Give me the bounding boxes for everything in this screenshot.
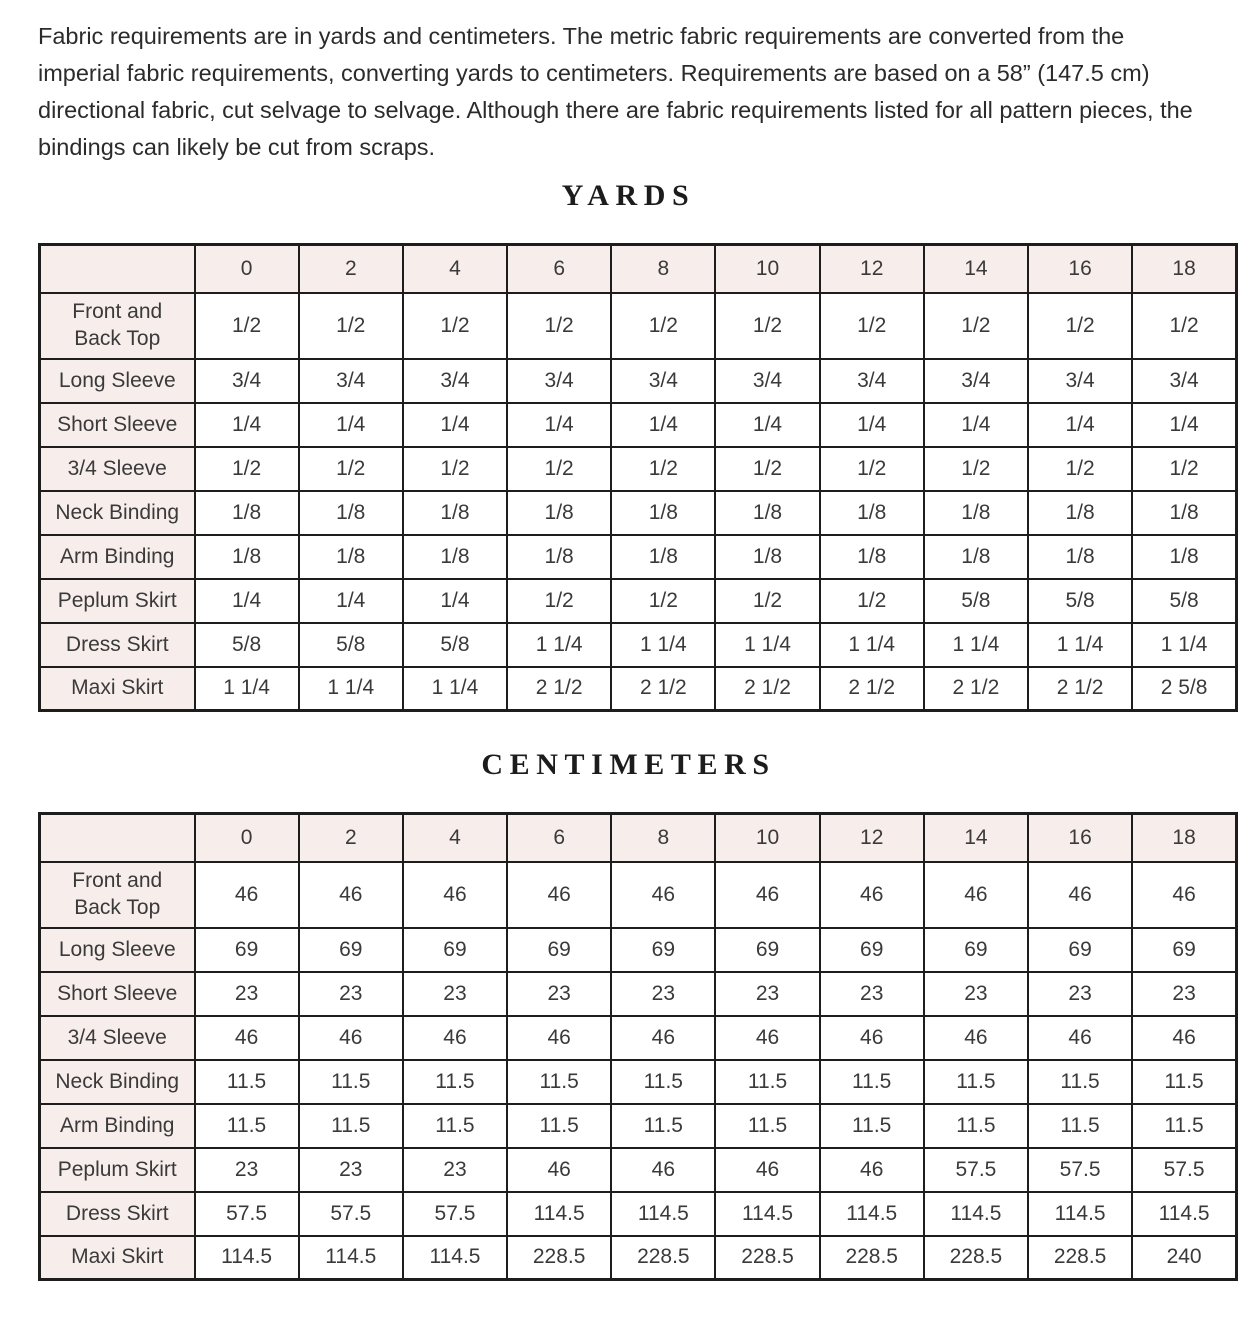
value-cell: 11.5 bbox=[1132, 1060, 1236, 1104]
value-cell: 1/8 bbox=[715, 535, 819, 579]
value-cell: 1/2 bbox=[195, 447, 299, 491]
value-cell: 46 bbox=[507, 1148, 611, 1192]
value-cell: 1/2 bbox=[715, 579, 819, 623]
size-column-header: 12 bbox=[820, 245, 924, 293]
value-cell: 1/2 bbox=[1028, 447, 1132, 491]
size-column-header: 12 bbox=[820, 814, 924, 862]
value-cell: 46 bbox=[1028, 862, 1132, 928]
row-label: Short Sleeve bbox=[40, 972, 195, 1016]
value-cell: 11.5 bbox=[611, 1060, 715, 1104]
value-cell: 1/4 bbox=[1132, 403, 1236, 447]
value-cell: 2 1/2 bbox=[820, 667, 924, 711]
value-cell: 11.5 bbox=[924, 1060, 1028, 1104]
value-cell: 46 bbox=[611, 1148, 715, 1192]
size-column-header: 0 bbox=[195, 245, 299, 293]
value-cell: 1/8 bbox=[403, 491, 507, 535]
value-cell: 3/4 bbox=[403, 359, 507, 403]
value-cell: 69 bbox=[611, 928, 715, 972]
value-cell: 114.5 bbox=[820, 1192, 924, 1236]
size-column-header: 18 bbox=[1132, 245, 1236, 293]
value-cell: 1/4 bbox=[403, 403, 507, 447]
size-column-header: 2 bbox=[299, 245, 403, 293]
value-cell: 1/2 bbox=[299, 447, 403, 491]
value-cell: 1/4 bbox=[507, 403, 611, 447]
table-row bbox=[40, 1148, 1237, 1192]
value-cell: 46 bbox=[715, 1148, 819, 1192]
value-cell: 1/2 bbox=[1132, 447, 1236, 491]
value-cell: 114.5 bbox=[1028, 1192, 1132, 1236]
value-cell: 3/4 bbox=[1028, 359, 1132, 403]
value-cell: 69 bbox=[403, 928, 507, 972]
value-cell: 114.5 bbox=[1132, 1192, 1236, 1236]
value-cell: 1/4 bbox=[924, 403, 1028, 447]
size-header-row bbox=[40, 245, 1237, 293]
value-cell: 1/2 bbox=[820, 447, 924, 491]
value-cell: 1/2 bbox=[715, 447, 819, 491]
value-cell: 1/8 bbox=[1028, 535, 1132, 579]
row-label: Dress Skirt bbox=[40, 1192, 195, 1236]
value-cell: 46 bbox=[1132, 1016, 1236, 1060]
row-label: Short Sleeve bbox=[40, 403, 195, 447]
size-column-header: 14 bbox=[924, 814, 1028, 862]
value-cell: 114.5 bbox=[299, 1236, 403, 1280]
value-cell: 1/4 bbox=[403, 579, 507, 623]
value-cell: 1/4 bbox=[195, 403, 299, 447]
value-cell: 3/4 bbox=[507, 359, 611, 403]
value-cell: 1/2 bbox=[820, 293, 924, 359]
value-cell: 46 bbox=[715, 1016, 819, 1060]
size-column-header: 4 bbox=[403, 245, 507, 293]
value-cell: 11.5 bbox=[820, 1060, 924, 1104]
value-cell: 1/8 bbox=[299, 535, 403, 579]
table-row bbox=[40, 667, 1237, 711]
value-cell: 69 bbox=[507, 928, 611, 972]
value-cell: 23 bbox=[611, 972, 715, 1016]
value-cell: 11.5 bbox=[820, 1104, 924, 1148]
value-cell: 3/4 bbox=[1132, 359, 1236, 403]
value-cell: 11.5 bbox=[1028, 1104, 1132, 1148]
row-label: Peplum Skirt bbox=[40, 1148, 195, 1192]
value-cell: 1/8 bbox=[715, 491, 819, 535]
value-cell: 46 bbox=[924, 862, 1028, 928]
value-cell: 1 1/4 bbox=[820, 623, 924, 667]
value-cell: 2 5/8 bbox=[1132, 667, 1236, 711]
value-cell: 228.5 bbox=[924, 1236, 1028, 1280]
size-column-header: 10 bbox=[715, 245, 819, 293]
value-cell: 1/4 bbox=[1028, 403, 1132, 447]
value-cell: 11.5 bbox=[715, 1060, 819, 1104]
value-cell: 1 1/4 bbox=[195, 667, 299, 711]
table-row bbox=[40, 491, 1237, 535]
value-cell: 1/2 bbox=[403, 447, 507, 491]
value-cell: 69 bbox=[1132, 928, 1236, 972]
value-cell: 228.5 bbox=[507, 1236, 611, 1280]
table-row bbox=[40, 447, 1237, 491]
value-cell: 1/8 bbox=[924, 491, 1028, 535]
value-cell: 1/2 bbox=[1132, 293, 1236, 359]
centimeters-table bbox=[38, 812, 1238, 1281]
table-row bbox=[40, 972, 1237, 1016]
value-cell: 1/4 bbox=[820, 403, 924, 447]
value-cell: 11.5 bbox=[507, 1104, 611, 1148]
row-label: Neck Binding bbox=[40, 491, 195, 535]
corner-cell bbox=[40, 814, 195, 862]
value-cell: 57.5 bbox=[1132, 1148, 1236, 1192]
value-cell: 1/8 bbox=[195, 491, 299, 535]
value-cell: 11.5 bbox=[195, 1060, 299, 1104]
value-cell: 1/8 bbox=[611, 535, 715, 579]
value-cell: 46 bbox=[507, 862, 611, 928]
value-cell: 5/8 bbox=[924, 579, 1028, 623]
value-cell: 69 bbox=[715, 928, 819, 972]
size-column-header: 8 bbox=[611, 814, 715, 862]
size-column-header: 16 bbox=[1028, 814, 1132, 862]
value-cell: 1/2 bbox=[924, 293, 1028, 359]
value-cell: 69 bbox=[299, 928, 403, 972]
row-label: Front and Back Top bbox=[40, 293, 195, 359]
size-column-header: 14 bbox=[924, 245, 1028, 293]
table-row bbox=[40, 1192, 1237, 1236]
value-cell: 1 1/4 bbox=[1132, 623, 1236, 667]
size-column-header: 0 bbox=[195, 814, 299, 862]
size-column-header: 10 bbox=[715, 814, 819, 862]
value-cell: 3/4 bbox=[299, 359, 403, 403]
value-cell: 1/2 bbox=[507, 293, 611, 359]
value-cell: 114.5 bbox=[195, 1236, 299, 1280]
value-cell: 46 bbox=[1028, 1016, 1132, 1060]
value-cell: 46 bbox=[403, 1016, 507, 1060]
value-cell: 1/8 bbox=[820, 535, 924, 579]
value-cell: 1/2 bbox=[195, 293, 299, 359]
value-cell: 11.5 bbox=[299, 1060, 403, 1104]
value-cell: 1/4 bbox=[195, 579, 299, 623]
value-cell: 3/4 bbox=[715, 359, 819, 403]
value-cell: 46 bbox=[820, 1148, 924, 1192]
value-cell: 1/2 bbox=[507, 447, 611, 491]
row-label: Maxi Skirt bbox=[40, 667, 195, 711]
value-cell: 69 bbox=[924, 928, 1028, 972]
value-cell: 23 bbox=[403, 972, 507, 1016]
value-cell: 46 bbox=[820, 862, 924, 928]
value-cell: 46 bbox=[299, 1016, 403, 1060]
value-cell: 23 bbox=[1132, 972, 1236, 1016]
value-cell: 1/2 bbox=[820, 579, 924, 623]
value-cell: 1/2 bbox=[299, 293, 403, 359]
size-column-header: 18 bbox=[1132, 814, 1236, 862]
value-cell: 23 bbox=[403, 1148, 507, 1192]
value-cell: 11.5 bbox=[1028, 1060, 1132, 1104]
value-cell: 1/4 bbox=[715, 403, 819, 447]
table-row bbox=[40, 1060, 1237, 1104]
row-label: Long Sleeve bbox=[40, 928, 195, 972]
value-cell: 1 1/4 bbox=[403, 667, 507, 711]
value-cell: 23 bbox=[299, 1148, 403, 1192]
value-cell: 46 bbox=[715, 862, 819, 928]
value-cell: 46 bbox=[820, 1016, 924, 1060]
value-cell: 1/2 bbox=[715, 293, 819, 359]
value-cell: 2 1/2 bbox=[924, 667, 1028, 711]
size-column-header: 2 bbox=[299, 814, 403, 862]
value-cell: 114.5 bbox=[715, 1192, 819, 1236]
row-label: Long Sleeve bbox=[40, 359, 195, 403]
value-cell: 23 bbox=[1028, 972, 1132, 1016]
value-cell: 11.5 bbox=[403, 1104, 507, 1148]
row-label: 3/4 Sleeve bbox=[40, 1016, 195, 1060]
value-cell: 11.5 bbox=[507, 1060, 611, 1104]
value-cell: 1/2 bbox=[924, 447, 1028, 491]
value-cell: 23 bbox=[195, 972, 299, 1016]
value-cell: 1/2 bbox=[611, 293, 715, 359]
value-cell: 3/4 bbox=[195, 359, 299, 403]
value-cell: 11.5 bbox=[195, 1104, 299, 1148]
value-cell: 2 1/2 bbox=[611, 667, 715, 711]
value-cell: 57.5 bbox=[403, 1192, 507, 1236]
value-cell: 11.5 bbox=[924, 1104, 1028, 1148]
table-row bbox=[40, 403, 1237, 447]
value-cell: 11.5 bbox=[611, 1104, 715, 1148]
table-row bbox=[40, 359, 1237, 403]
value-cell: 114.5 bbox=[924, 1192, 1028, 1236]
value-cell: 46 bbox=[195, 862, 299, 928]
value-cell: 46 bbox=[924, 1016, 1028, 1060]
corner-cell bbox=[40, 245, 195, 293]
value-cell: 23 bbox=[195, 1148, 299, 1192]
table-row bbox=[40, 1016, 1237, 1060]
value-cell: 1/4 bbox=[299, 403, 403, 447]
value-cell: 114.5 bbox=[611, 1192, 715, 1236]
value-cell: 1/8 bbox=[924, 535, 1028, 579]
value-cell: 228.5 bbox=[1028, 1236, 1132, 1280]
value-cell: 5/8 bbox=[1028, 579, 1132, 623]
value-cell: 23 bbox=[507, 972, 611, 1016]
value-cell: 23 bbox=[924, 972, 1028, 1016]
value-cell: 1/4 bbox=[611, 403, 715, 447]
value-cell: 46 bbox=[299, 862, 403, 928]
value-cell: 46 bbox=[611, 862, 715, 928]
value-cell: 46 bbox=[507, 1016, 611, 1060]
size-column-header: 16 bbox=[1028, 245, 1132, 293]
value-cell: 1/8 bbox=[1132, 491, 1236, 535]
value-cell: 1/2 bbox=[403, 293, 507, 359]
value-cell: 23 bbox=[299, 972, 403, 1016]
value-cell: 2 1/2 bbox=[715, 667, 819, 711]
value-cell: 5/8 bbox=[403, 623, 507, 667]
value-cell: 1/8 bbox=[507, 491, 611, 535]
yards-heading: YARDS bbox=[561, 179, 696, 212]
table-row bbox=[40, 535, 1237, 579]
value-cell: 1/2 bbox=[611, 579, 715, 623]
size-column-header: 8 bbox=[611, 245, 715, 293]
value-cell: 46 bbox=[1132, 862, 1236, 928]
value-cell: 23 bbox=[715, 972, 819, 1016]
value-cell: 1/2 bbox=[611, 447, 715, 491]
value-cell: 69 bbox=[1028, 928, 1132, 972]
value-cell: 3/4 bbox=[611, 359, 715, 403]
size-column-header: 6 bbox=[507, 245, 611, 293]
table-row bbox=[40, 293, 1237, 359]
size-column-header: 4 bbox=[403, 814, 507, 862]
value-cell: 228.5 bbox=[715, 1236, 819, 1280]
value-cell: 1/2 bbox=[507, 579, 611, 623]
value-cell: 11.5 bbox=[403, 1060, 507, 1104]
row-label: Arm Binding bbox=[40, 535, 195, 579]
value-cell: 2 1/2 bbox=[507, 667, 611, 711]
value-cell: 57.5 bbox=[299, 1192, 403, 1236]
value-cell: 1/8 bbox=[403, 535, 507, 579]
value-cell: 69 bbox=[195, 928, 299, 972]
table-row bbox=[40, 1236, 1237, 1280]
value-cell: 11.5 bbox=[1132, 1104, 1236, 1148]
value-cell: 114.5 bbox=[403, 1236, 507, 1280]
value-cell: 240 bbox=[1132, 1236, 1236, 1280]
value-cell: 1/8 bbox=[820, 491, 924, 535]
value-cell: 23 bbox=[820, 972, 924, 1016]
value-cell: 1/8 bbox=[1132, 535, 1236, 579]
value-cell: 1 1/4 bbox=[924, 623, 1028, 667]
value-cell: 1/8 bbox=[299, 491, 403, 535]
value-cell: 5/8 bbox=[1132, 579, 1236, 623]
value-cell: 1/2 bbox=[1028, 293, 1132, 359]
row-label: Peplum Skirt bbox=[40, 579, 195, 623]
size-column-header: 6 bbox=[507, 814, 611, 862]
table-row bbox=[40, 1104, 1237, 1148]
value-cell: 1 1/4 bbox=[507, 623, 611, 667]
table-row bbox=[40, 928, 1237, 972]
centimeters-heading: CENTIMETERS bbox=[481, 748, 776, 781]
value-cell: 3/4 bbox=[820, 359, 924, 403]
value-cell: 1/8 bbox=[1028, 491, 1132, 535]
value-cell: 57.5 bbox=[1028, 1148, 1132, 1192]
value-cell: 11.5 bbox=[715, 1104, 819, 1148]
value-cell: 1 1/4 bbox=[611, 623, 715, 667]
value-cell: 5/8 bbox=[299, 623, 403, 667]
value-cell: 228.5 bbox=[611, 1236, 715, 1280]
value-cell: 57.5 bbox=[924, 1148, 1028, 1192]
value-cell: 69 bbox=[820, 928, 924, 972]
table-row bbox=[40, 579, 1237, 623]
intro-paragraph: Fabric requirements are in yards and centimeters. The metric fabric requirements are converted from the imperial fabric requirements, converting yards to centimeters. Requirements are based on a 58” (147.5 cm) directional fabric, cut selvage to selvage. Although there are fabric requirements listed for all pattern pieces, the bindings can likely be cut from scraps. bbox=[38, 23, 1193, 160]
value-cell: 1/4 bbox=[299, 579, 403, 623]
value-cell: 1 1/4 bbox=[1028, 623, 1132, 667]
value-cell: 46 bbox=[195, 1016, 299, 1060]
row-label: Maxi Skirt bbox=[40, 1236, 195, 1280]
value-cell: 1/8 bbox=[611, 491, 715, 535]
value-cell: 1 1/4 bbox=[299, 667, 403, 711]
value-cell: 1 1/4 bbox=[715, 623, 819, 667]
value-cell: 114.5 bbox=[507, 1192, 611, 1236]
row-label: 3/4 Sleeve bbox=[40, 447, 195, 491]
row-label: Arm Binding bbox=[40, 1104, 195, 1148]
value-cell: 5/8 bbox=[195, 623, 299, 667]
table-row bbox=[40, 623, 1237, 667]
value-cell: 46 bbox=[611, 1016, 715, 1060]
value-cell: 1/8 bbox=[195, 535, 299, 579]
yards-table bbox=[38, 243, 1238, 712]
value-cell: 1/8 bbox=[507, 535, 611, 579]
table-row bbox=[40, 862, 1237, 928]
value-cell: 46 bbox=[403, 862, 507, 928]
row-label: Dress Skirt bbox=[40, 623, 195, 667]
value-cell: 57.5 bbox=[195, 1192, 299, 1236]
value-cell: 228.5 bbox=[820, 1236, 924, 1280]
value-cell: 11.5 bbox=[299, 1104, 403, 1148]
size-header-row bbox=[40, 814, 1237, 862]
value-cell: 3/4 bbox=[924, 359, 1028, 403]
value-cell: 2 1/2 bbox=[1028, 667, 1132, 711]
row-label: Neck Binding bbox=[40, 1060, 195, 1104]
row-label: Front and Back Top bbox=[40, 862, 195, 928]
